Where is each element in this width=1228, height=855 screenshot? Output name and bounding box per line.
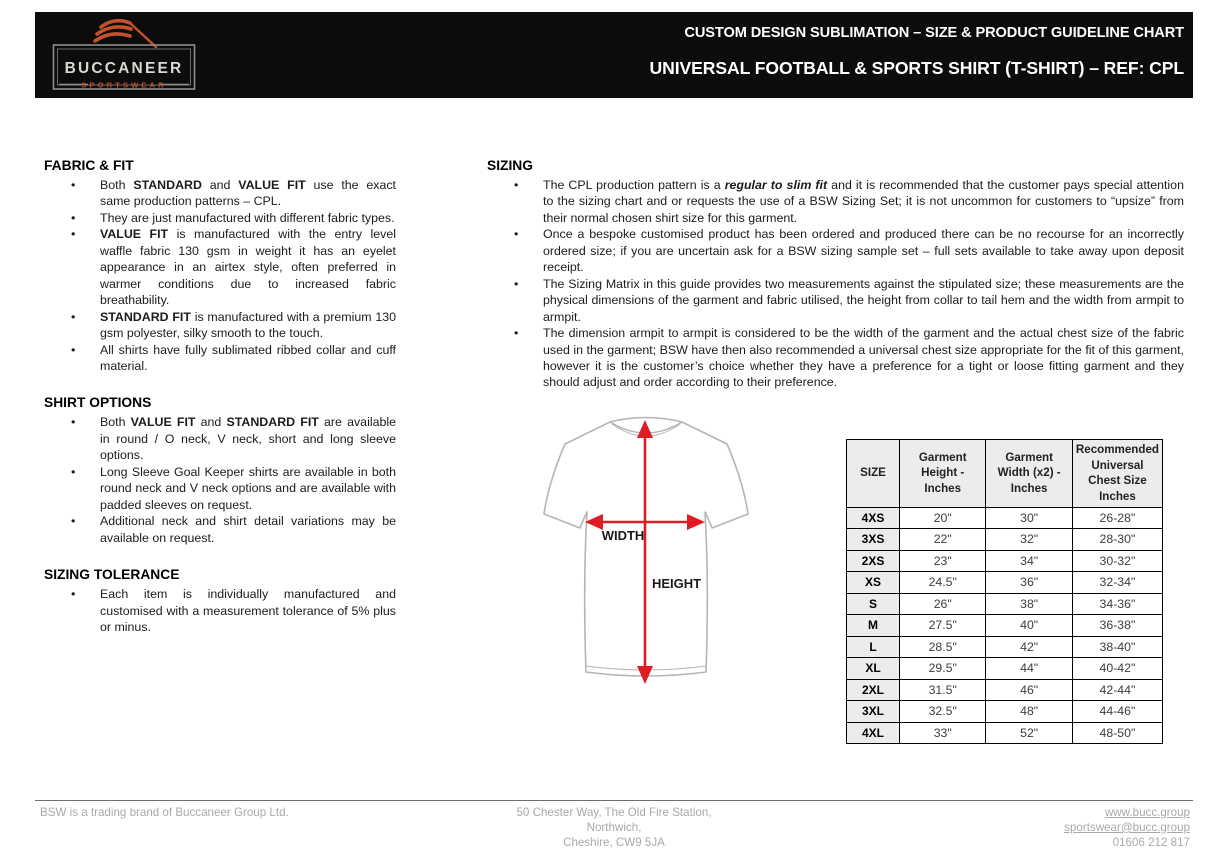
measurement-cell: 32" [986, 529, 1072, 551]
bullet-item: • They are just manufactured with different fabric types. [44, 210, 396, 226]
table-row [847, 722, 1163, 744]
bullet-item: • Once a bespoke customised product has been ordered and produced there can be no recourse for an incorrectly ordered size; if you are uncertain ask for a BSW sizing sample set – full sets available to take away upon deposit receipt. [487, 226, 1184, 275]
bullet-list [44, 414, 396, 546]
measurement-cell: 42" [986, 636, 1072, 658]
size-label-cell: XS [847, 572, 900, 594]
bullet-item: • STANDARD FIT is manufactured with a premium 130 gsm polyester, silky smooth to the touch. [44, 309, 396, 342]
table-row [847, 507, 1163, 529]
table-row [847, 701, 1163, 723]
measurement-cell: 26-28" [1072, 507, 1162, 529]
size-matrix-table [846, 439, 1163, 744]
footer [35, 800, 1193, 849]
measurement-cell: 30" [986, 507, 1072, 529]
column-header: Garment Height - Inches [900, 440, 986, 508]
measurement-cell: 44" [986, 658, 1072, 680]
footer-contact [1064, 806, 1190, 850]
measurement-cell: 38" [986, 593, 1072, 615]
measurement-cell: 40" [986, 615, 1072, 637]
table-row [847, 658, 1163, 680]
size-label-cell: L [847, 636, 900, 658]
bullet-item: • Both VALUE FIT and STANDARD FIT are available in round / O neck, V neck, short and long sleeve options. [44, 414, 396, 463]
section-heading: SHIRT OPTIONS [44, 395, 152, 411]
measurement-cell: 46" [986, 679, 1072, 701]
website-link[interactable]: www.bucc.group [1104, 806, 1190, 819]
size-label-cell: 2XL [847, 679, 900, 701]
measurement-cell: 27.5" [900, 615, 986, 637]
section [487, 157, 1184, 391]
measurement-cell: 22" [900, 529, 986, 551]
measurement-cell: 42-44" [1072, 679, 1162, 701]
bullet-item: • All shirts have fully sublimated ribbed collar and cuff material. [44, 342, 396, 375]
measurement-cell: 32-34" [1072, 572, 1162, 594]
height-label: HEIGHT [652, 576, 702, 591]
measurement-cell: 28-30" [1072, 529, 1162, 551]
document-subtitle: UNIVERSAL FOOTBALL & SPORTS SHIRT (T-SHIRT) – REF: CPL [649, 58, 1184, 78]
size-table-header [847, 440, 1163, 508]
document-title: CUSTOM DESIGN SUBLIMATION – SIZE & PRODUCT GUIDELINE CHART [684, 25, 1184, 41]
size-table-body [847, 507, 1163, 744]
measurement-cell: 32.5" [900, 701, 986, 723]
bullet-list [487, 177, 1184, 391]
bullet-item: • Long Sleeve Goal Keeper shirts are available in both round neck and V neck options and are available with padded sleeves on request. [44, 464, 396, 513]
table-row [847, 679, 1163, 701]
footer-address-line: Northwich, [586, 820, 642, 834]
measurement-cell: 23" [900, 550, 986, 572]
section-heading: FABRIC & FIT [44, 158, 134, 173]
measurement-cell: 20" [900, 507, 986, 529]
flag-icon [95, 21, 156, 47]
measurement-cell: 34-36" [1072, 593, 1162, 615]
bullet-item: • Both STANDARD and VALUE FIT use the exact same production patterns – CPL. [44, 177, 396, 210]
measurement-cell: 36" [986, 572, 1072, 594]
measurement-cell: 26" [900, 593, 986, 615]
measurement-cell: 36-38" [1072, 615, 1162, 637]
bullet-item: • Each item is individually manufactured and customised with a measurement tolerance of 5% plus or minus. [44, 586, 396, 635]
table-row [847, 593, 1163, 615]
measurement-cell: 24.5" [900, 572, 986, 594]
size-label-cell: S [847, 593, 900, 615]
table-row [847, 550, 1163, 572]
bullet-item: • The dimension armpit to armpit is considered to be the width of the garment and the actual chest size of the fabric used in the garment; BSW have then also recommended a universal chest size appropriate for the fit of this garment, however it is the customer’s choice whether they have a preference for a tight or loose fitting garment and they should adjust and order according to their preference. [487, 325, 1184, 391]
footer-trading-note: BSW is a trading brand of Buccaneer Group Ltd. [40, 806, 289, 819]
left-column [44, 157, 396, 635]
measurement-cell: 38-40" [1072, 636, 1162, 658]
measurement-cell: 34" [986, 550, 1072, 572]
size-label-cell: XL [847, 658, 900, 680]
measurement-cell: 48" [986, 701, 1072, 723]
footer-address [35, 806, 1193, 850]
bullet-list [44, 586, 396, 635]
column-header: Recommended Universal Chest Size Inches [1072, 440, 1162, 508]
right-column [487, 157, 1184, 391]
section [44, 157, 396, 374]
measurement-cell: 48-50" [1072, 722, 1162, 744]
size-label-cell: 2XS [847, 550, 900, 572]
email-link[interactable]: sportswear@bucc.group [1064, 820, 1190, 834]
header-titles [650, 12, 1184, 98]
bullet-item: • The Sizing Matrix in this guide provides two measurements against the stipulated size; these measurements are the physical dimensions of the garment and fabric utilised, the height from collar to tail hem and the width from armpit to armpit. [487, 276, 1184, 325]
size-label-cell: 4XS [847, 507, 900, 529]
column-header: SIZE [847, 440, 900, 508]
phone-number: 01606 212 817 [1112, 835, 1190, 849]
size-label-cell: 3XS [847, 529, 900, 551]
measurement-cell: 52" [986, 722, 1072, 744]
measurement-cell: 31.5" [900, 679, 986, 701]
measurement-cell: 30-32" [1072, 550, 1162, 572]
logo-brand-text: BUCCANEER [64, 60, 184, 77]
section [44, 394, 396, 546]
bullet-item: • The CPL production pattern is a regular to slim fit and it is recommended that the customer pays special attention to the sizing chart and or requests the use of a BSW Sizing Set; it is not uncommon for customers to “upsize” from their normal chosen shirt size for this garment. [487, 177, 1184, 226]
measurement-cell: 29.5" [900, 658, 986, 680]
bullet-item: • Additional neck and shirt detail variations may be available on request. [44, 513, 396, 546]
tshirt-diagram [522, 414, 766, 706]
size-label-cell: 3XL [847, 701, 900, 723]
section-heading: SIZING TOLERANCE [44, 567, 180, 583]
measurement-cell: 40-42" [1072, 658, 1162, 680]
section [44, 566, 396, 635]
footer-address-line: Cheshire, CW9 5JA [563, 835, 665, 849]
width-label: WIDTH [601, 528, 645, 543]
table-row [847, 615, 1163, 637]
measurement-cell: 44-46" [1072, 701, 1162, 723]
logo-subbrand-text: SPORTSWEAR [81, 80, 167, 90]
table-row [847, 529, 1163, 551]
bullet-list [44, 177, 396, 374]
bullet-item: • VALUE FIT is manufactured with the entry level waffle fabric 130 gsm in weight it has an eyelet appearance in an airtex style, often preferred in warmer conditions due to increased fabric breathability. [44, 226, 396, 308]
column-header: Garment Width (x2) - Inches [986, 440, 1072, 508]
header-bar [35, 12, 1193, 98]
table-row [847, 636, 1163, 658]
size-label-cell: 4XL [847, 722, 900, 744]
section-heading: SIZING [487, 158, 533, 173]
table-row [847, 572, 1163, 594]
size-label-cell: M [847, 615, 900, 637]
measurement-cell: 28.5" [900, 636, 986, 658]
buccaneer-logo [50, 14, 202, 96]
measurement-cell: 33" [900, 722, 986, 744]
footer-address-line: 50 Chester Way, The Old Fire Station, [516, 806, 712, 819]
